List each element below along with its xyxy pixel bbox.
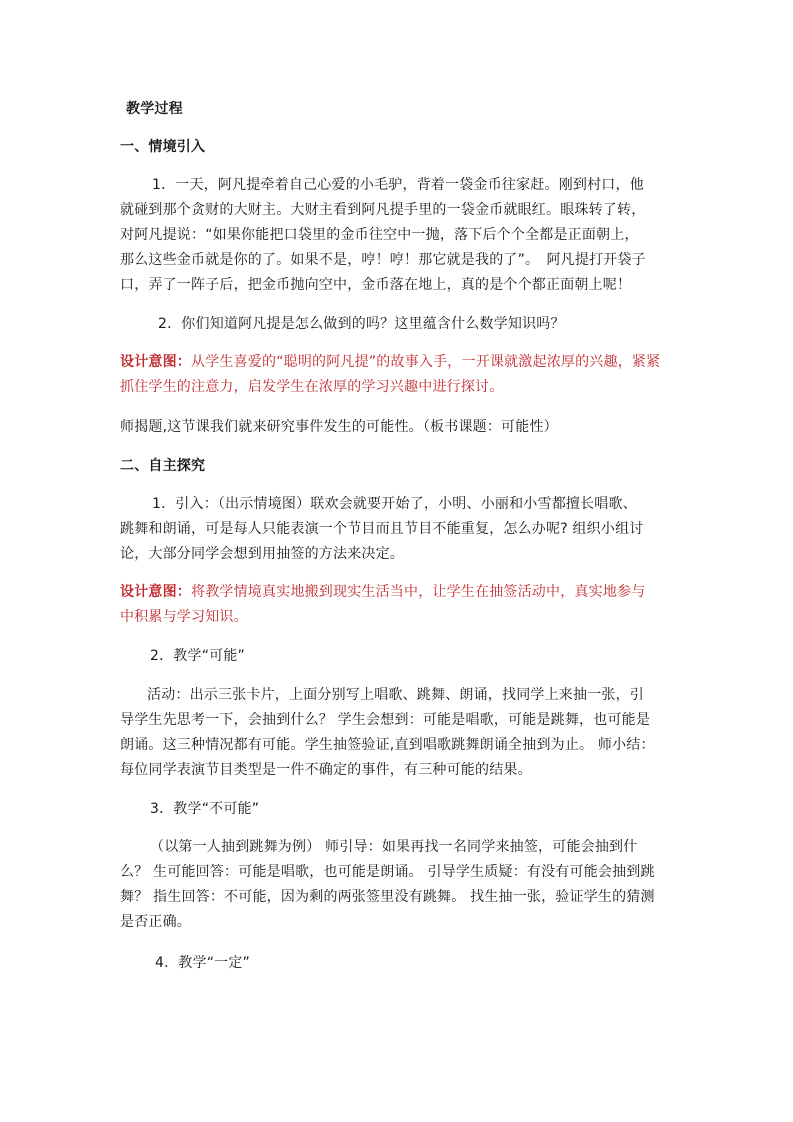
document-title: 教学过程 <box>126 101 183 117</box>
paragraph-line: 舞？ 指生回答：不可能，因为剩的两张签里没有跳舞。 找生抽一张，验证学生的猜测 <box>120 889 655 905</box>
paragraph-line: 论，大部分同学会想到用抽签的方法来决定。 <box>120 546 404 562</box>
paragraph-line: 那么这些金币就是你的了。如果不是，哼！哼！那它就是我的了”。 阿凡提打开袋子 <box>120 252 646 268</box>
paragraph-line: 1．引入：（出示情境图）联欢会就要开始了，小明、小丽和小雪都擅长唱歌、 <box>152 496 637 512</box>
paragraph-question: 2．你们知道阿凡提是怎么做到的吗？这里蕴含什么数学知识吗？ <box>158 316 565 332</box>
paragraph-line: （以第一人抽到跳舞为例） 师引导：如果再找一名同学来抽签，可能会抽到什 <box>150 839 638 855</box>
design-intent-label: 设计意图： <box>120 584 191 600</box>
paragraph-line: 活动：出示三张卡片，上面分别写上唱歌、跳舞、朗诵，找同学上来抽一张，引 <box>147 687 644 703</box>
paragraph-line: 朗诵。这三种情况都有可能。学生抽签验证,直到唱歌跳舞朗诵全抽到为止。 师小结： <box>120 737 655 753</box>
paragraph-line: 师揭题,这节课我们就来研究事件发生的可能性。（板书课题：可能性） <box>120 419 558 435</box>
subsection-heading: 2．教学“可能” <box>150 648 246 664</box>
design-intent-text: 抓住学生的注意力，启发学生在浓厚的学习兴趣中进行探讨。 <box>120 379 504 395</box>
paragraph-line: 1．一天，阿凡提牵着自己心爱的小毛驴，背着一袋金币往家赶。刚到村口，他 <box>152 177 644 193</box>
paragraph-line: 跳舞和朗诵，可是每人只能表演一个节目而且节目不能重复，怎么办呢? 组织小组讨 <box>120 521 644 537</box>
design-intent-label: 设计意图： <box>120 354 191 370</box>
section-heading-intro: 一、情境引入 <box>120 139 206 155</box>
design-intent-note <box>120 582 645 602</box>
paragraph-line: 是否正确。 <box>120 914 191 930</box>
paragraph-line: 每位同学表演节目类型是一件不确定的事件，有三种可能的结果。 <box>120 762 532 778</box>
paragraph-line: 么？ 生可能回答：可能是唱歌，也可能是朗诵。 引导学生质疑：有没有可能会抽到跳 <box>120 864 655 880</box>
subsection-heading: 4．教学“一定” <box>155 955 251 971</box>
subsection-heading: 3．教学“不可能” <box>150 801 260 817</box>
design-intent-note <box>120 352 660 372</box>
design-intent-text: 中积累与学习知识。 <box>120 609 248 625</box>
paragraph-line: 对阿凡提说：“如果你能把口袋里的金币往空中一抛，落下后个个全都是正面朝上， <box>120 227 639 243</box>
paragraph-line: 导学生先思考一下，会抽到什么？ 学生会想到：可能是唱歌，可能是跳舞，也可能是 <box>120 712 651 728</box>
design-intent-text: 从学生喜爱的“聪明的阿凡提”的故事入手，一开课就激起浓厚的兴趣，紧紧 <box>191 354 661 370</box>
paragraph-line: 就碰到那个贪财的大财主。大财主看到阿凡提手里的一袋金币就眼红。眼珠转了转， <box>120 202 646 218</box>
paragraph-line: 口，弄了一阵子后，把金币抛向空中，金币落在地上，真的是个个都正面朝上呢！ <box>120 277 632 293</box>
section-heading-explore: 二、自主探究 <box>120 458 206 474</box>
design-intent-text: 将教学情境真实地搬到现实生活当中，让学生在抽签活动中，真实地参与 <box>191 584 646 600</box>
